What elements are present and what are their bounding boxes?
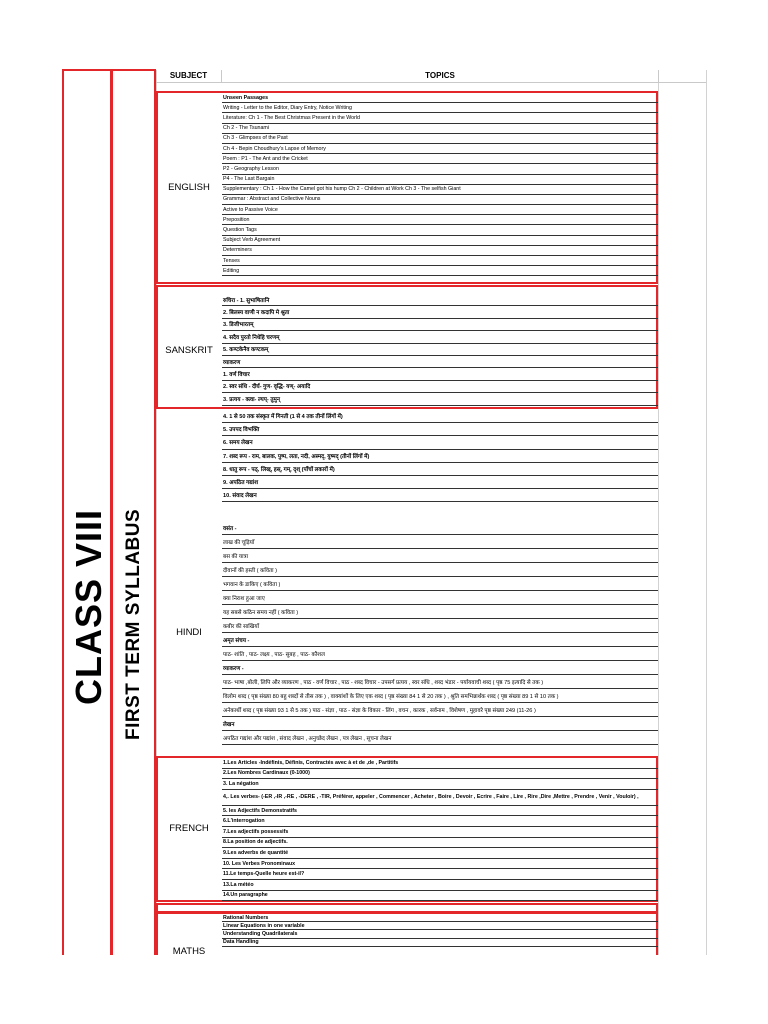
topic-row: 6.L'interrogation [222,816,658,827]
topic-row: Rational Numbers [222,914,658,922]
topic-row: अनेकार्थी शब्द ( पृष्ठ संख्या 93 1 से 5 तक ) पाठ - संज्ञा , पाठ - संज्ञा के विकार - लिंग , वचन , कारक , सर्वनाम , विशेषण , मुहावरे पृष्ठ संख्या 249 (11-26 ) [222,703,658,717]
sanskrit-topics [222,294,658,406]
topic-row: 4. सदैव पुरतो निधेहि चरणम् [222,331,658,343]
maths-topics [222,914,658,947]
hindi-subject: HINDI [176,627,202,638]
topic-row: Data Handling [222,939,658,947]
topic-row: Ch 2 - The Tsunami [222,124,658,134]
term-label: FIRST TERM SYLLABUS [123,508,144,740]
maths-subject: MATHS [172,946,206,957]
topic-row: 5. les Adjectifs Demonstratifs [222,806,658,817]
topic-row: 7. शब्द रूप - राम, बालक, पुष्प, लता, नदी, अस्मद्, युष्मद् (तीनों लिंगों में) [222,450,658,463]
topic-row: 3. डिजीभारतम् [222,319,658,331]
topic-row: अपठित गद्यांश और पद्यांश , संवाद लेखन , अनुच्छेद लेखन , पत्र लेखन , सूचना लेखन [222,731,658,745]
french-subject: FRENCH [169,823,209,834]
topic-row: 5. उपपद विभक्ति [222,423,658,436]
topic-row: 10. संवाद लेखन [222,489,658,502]
topic-row: 11.Le temps-Quelle heure est-il? [222,869,658,880]
topic-row: Ch 4 - Bepin Choudhury's Lapse of Memory [222,144,658,154]
topic-row: 1. वर्ण विचार [222,368,658,380]
topic-row: Question Tags [222,225,658,235]
french-topics [222,758,658,901]
topic-row: 5. कण्टकेनैव कण्टकम् [222,344,658,356]
topic-row: 13.La météo [222,880,658,891]
topic-row: कबीर की साखियाँ [222,619,658,633]
hindi-topics [222,521,658,745]
topic-row: 7.Les adjectifs possessifs [222,827,658,838]
topic-row: लाख की चूड़ियाँ [222,535,658,549]
topic-row: 8.La position de adjectifs. [222,838,658,849]
topic-row: 2. बिलस्य वाणी न कदापि मे श्रुता [222,306,658,318]
topic-row: वसंत - [222,521,658,535]
topic-row: 14.Un paragraphe [222,891,658,902]
topic-row: 10. Les Verbes Pronominaux [222,859,658,870]
topics-header: TOPICS [222,70,659,82]
topic-row: Subject Verb Agreement [222,236,658,246]
topic-row: Literature: Ch 1 - The Best Christmas Present in the World [222,113,658,123]
grid-line [658,70,659,955]
topic-row: Preposition [222,215,658,225]
topic-row: पाठ- शांति , पाठ- लक्ष्य , पाठ- सुबह , पाठ- कौशल [222,647,658,661]
topic-row: व्याकरण - [222,661,658,675]
topic-row: 9.Les adverbs de quantité [222,848,658,859]
topic-row: व्याकरण [222,356,658,368]
class-label: CLASS VIII [68,508,109,705]
topic-row: Tenses [222,256,658,266]
topic-row: रुचिरा - 1. सुभाषितानि [222,294,658,306]
topic-row: Writing - Letter to the Editor, Diary Entry, Notice Writing [222,103,658,113]
topic-row: Poem : P1 - The Ant and the Cricket [222,154,658,164]
english-topics [222,93,658,276]
topic-row: P4 - The Last Bargain [222,175,658,185]
topic-row: P2 - Geography Lesson [222,164,658,174]
topic-row: Determiners [222,246,658,256]
topic-row: 3. प्रत्यय - क्त्वा- ल्यप्- तुमुन् [222,393,658,405]
topic-row: Grammar : Abstract and Collective Nouns [222,195,658,205]
sanskrit-subject: SANSKRIT [165,345,213,356]
topic-row: Linear Equations in one variable [222,922,658,930]
topic-row: लेखन [222,717,658,731]
topic-row: 2. स्वर संधि - दीर्घ- गुण- वृद्धि- यण्- अयादि [222,381,658,393]
topic-row: 6. समय लेखन [222,436,658,449]
topic-row: भगवान के डाकिए ( कविता ) [222,577,658,591]
english-subject: ENGLISH [168,182,210,193]
topic-row: बस की यात्रा [222,549,658,563]
topic-row: दीवानों की हस्ती ( कविता ) [222,563,658,577]
subject-header: SUBJECT [156,70,222,82]
topic-row: क्या निराश हुआ जाए [222,591,658,605]
topic-row: Understanding Quadrilaterals [222,930,658,938]
topic-row: Ch 3 - Glimpses of the Past [222,134,658,144]
topic-row: विलोम शब्द ( पृष्ठ संख्या 80 बहु शब्दों से तीस तक ) , वाक्यांशों के लिए एक शब्द ( पृष्ठ संख्या 84 1 से 20 तक ) , श्रुति समभिन्नार्थक शब्द ( पृष्ठ संख्या 89 1 से 10 तक ) [222,689,658,703]
topic-row: Unseen Passages [222,93,658,103]
topic-row: 2.Les Nombres Cardinaux (0-1000) [222,769,658,780]
topic-row: Editing [222,266,658,276]
topic-row: 8. धातु रूप - पठ्, लिख्, हस्, गम्, दृश् (पाँचों लकारों में) [222,463,658,476]
topic-row: पाठ- भाषा ,बोली, लिपि और व्याकरण , पाठ - वर्ण विचार , पाठ - शब्द विचार - उपसर्ग प्रत्यय , स्वर संधि , शब्द भंडार - पर्यायवाची शब्द ( पृष्ठ 75 इत्यादि से तक ) [222,675,658,689]
grid-line [706,70,707,955]
sanskrit-topics-continued [222,410,658,502]
topic-row: यह सबसे कठिन समय नहीं ( कविता ) [222,605,658,619]
topic-row: Supplementary : Ch 1 - How the Camel got his hump Ch 2 - Children at Work Ch 3 - The selfish Giant [222,185,658,195]
topic-row: अमृत संचय - [222,633,658,647]
topic-row: 4. 1 से 50 तक संस्कृत में गिनती (1 से 4 तक तीनों लिंगों में) [222,410,658,423]
topic-row: 9. अपठित गद्यांश [222,476,658,489]
topic-row: 3. La négation [222,779,658,790]
topic-row: 4,. Les verbes- (-ER ,-IR ,-RE , -DERE , -TIR, Préférer, appeler , Commencer , Acheter , Boire , Devoir , Ecrire , Faire , Lire , Rire ,Dire ,Mettre , Prendre , Venir , Vouloir) , [222,790,658,806]
topic-row: Active to Passive Voice [222,205,658,215]
topic-row: 1.Les Articles -Indéfinis, Définis, Contractés avec à et de ,de , Partitifs [222,758,658,769]
